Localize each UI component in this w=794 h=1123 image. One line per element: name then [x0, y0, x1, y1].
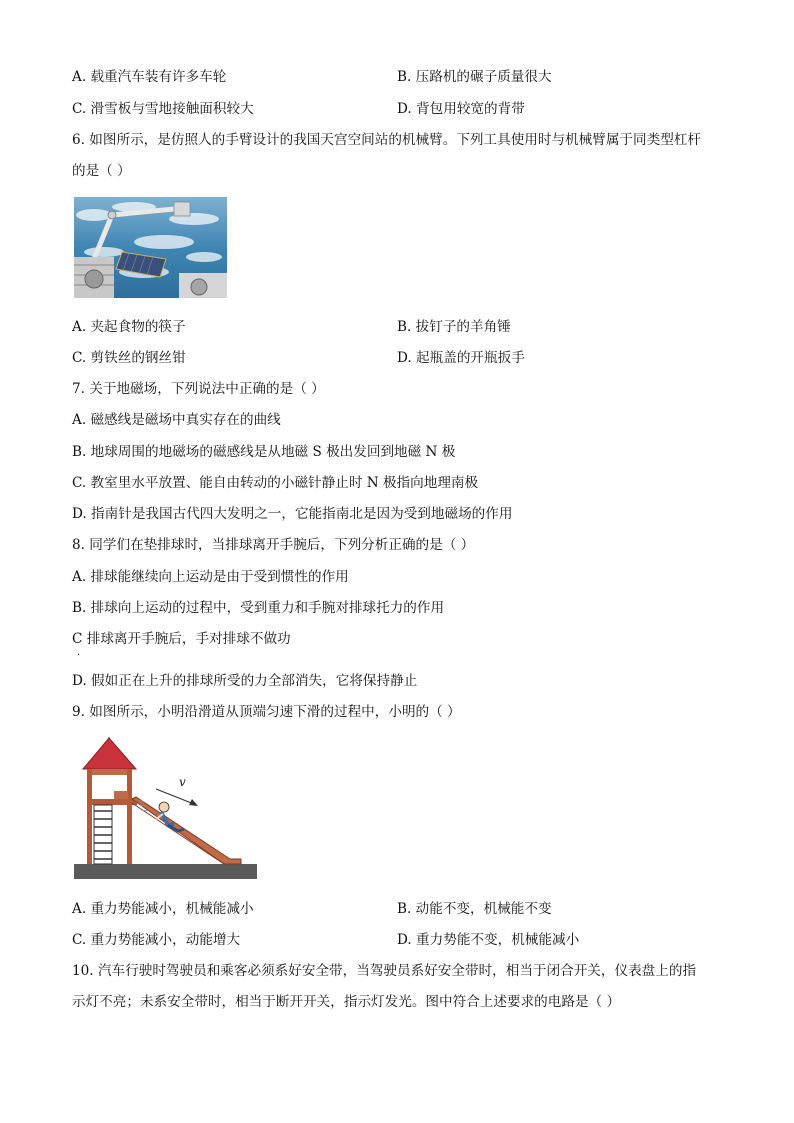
q7-stem: 7. 关于地磁场，下列说法中正确的是（ ）	[72, 381, 325, 397]
q7-option-d: D. 指南针是我国古代四大发明之一，它能指南北是因为受到地磁场的作用	[72, 506, 513, 522]
q6-option-a: A. 夹起食物的筷子	[72, 319, 186, 335]
q8-option-d: D. 假如正在上升的排球所受的力全部消失，它将保持静止	[72, 673, 418, 689]
space-station-robotic-arm-photo	[74, 197, 227, 298]
q6-stem-line2: 的是（ ）	[72, 163, 131, 179]
q9-stem: 9. 如图所示，小明沿滑道从顶端匀速下滑的过程中，小明的（ ）	[72, 704, 461, 720]
playground-slide-figure	[74, 737, 258, 881]
q9-option-c: C. 重力势能减小，动能增大	[72, 932, 241, 948]
q8-option-c: C 排球离开手腕后，手对排球不做功	[72, 631, 291, 647]
q8-stem: 8. 同学们在垫排球时，当排球离开手腕后，下列分析正确的是（ ）	[72, 537, 475, 553]
q5-option-b: B. 压路机的碾子质量很大	[397, 69, 552, 85]
velocity-label: v	[179, 775, 186, 789]
q8-option-b: B. 排球向上运动的过程中，受到重力和手腕对排球托力的作用	[72, 600, 445, 616]
q6-option-d: D. 起瓶盖的开瓶扳手	[397, 350, 525, 366]
q9-option-d: D. 重力势能不变，机械能减小	[397, 932, 580, 948]
q9-option-a: A. 重力势能减小，机械能减小	[72, 901, 254, 917]
q5-option-d: D. 背包用较宽的背带	[397, 101, 525, 117]
q7-option-b: B. 地球周围的地磁场的磁感线是从地磁 S 极出发回到地磁 N 极	[72, 444, 456, 460]
q6-option-c: C. 剪铁丝的钢丝钳	[72, 350, 186, 366]
q7-option-a: A. 磁感线是磁场中真实存在的曲线	[72, 412, 281, 428]
q10-stem-line2: 示灯不亮；未系安全带时，相当于断开开关，指示灯发光。图中符合上述要求的电路是（ ）	[72, 994, 621, 1010]
q10-stem-line1: 10. 汽车行驶时驾驶员和乘客必须系好安全带，当驾驶员系好安全带时，相当于闭合开关，仪表盘上的指	[72, 963, 697, 979]
q5-option-c: C. 滑雪板与雪地接触面积较大	[72, 101, 254, 117]
q5-option-a: A. 载重汽车装有许多车轮	[72, 69, 227, 85]
q8-option-c-dot: .	[77, 647, 81, 658]
q9-option-b: B. 动能不变，机械能不变	[397, 901, 552, 917]
q8-option-a: A. 排球能继续向上运动是由于受到惯性的作用	[72, 569, 349, 585]
q7-option-c: C. 教室里水平放置、能自由转动的小磁针静止时 N 极指向地理南极	[72, 475, 479, 491]
q6-stem-line1: 6. 如图所示，是仿照人的手臂设计的我国天宫空间站的机械臂。下列工具使用时与机械臂属于同类型杠杆	[72, 132, 702, 148]
q6-option-b: B. 拔钉子的羊角锤	[397, 319, 511, 335]
